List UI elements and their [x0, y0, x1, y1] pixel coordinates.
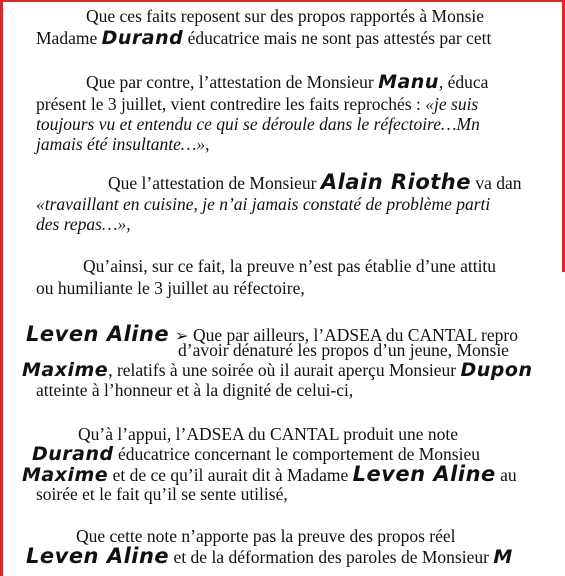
handwritten-name: Durand — [101, 27, 184, 49]
text-line: toujours vu et entendu ce qui se déroule dans le réfectoire…Mn — [36, 114, 480, 134]
handwritten-name: M — [493, 546, 513, 568]
text-line: Que par contre, l’attestation de Monsieur Manu, éduca — [86, 71, 489, 93]
handwritten-name: Leven Aline — [26, 322, 170, 346]
text-line: atteinte à l’honneur et à la dignité de celui-ci, — [36, 380, 354, 400]
text-line: ou humiliante le 3 juillet au réfectoire, — [36, 278, 305, 298]
text-line: Que l’attestation de Monsieur Alain Riothe va dan — [108, 170, 522, 194]
text-line: Leven Aline et de la déformation des paroles de Monsieur M — [26, 544, 513, 568]
text-line: Que ces faits reposent sur des propos rapportés à Monsie — [86, 6, 485, 26]
text-line: d’avoir dénaturé les propos d’un jeune, Monsie — [178, 340, 509, 360]
text-line: Maxime et de ce qu’il aurait dit à Madame Leven Aline au — [22, 462, 517, 486]
text-line: Qu’à l’appui, l’ADSEA du CANTAL produit une note — [78, 424, 458, 444]
text-line: Que cette note n’apporte pas la preuve des propos réel — [76, 526, 456, 546]
handwritten-name: Alain Riothe — [320, 170, 471, 194]
text-line: Leven Aline ➢ Que par ailleurs, l’ADSEA du CANTAL repro — [26, 322, 518, 346]
text-line: soirée et le fait qu’il se sente utilisé, — [36, 484, 288, 504]
handwritten-name: Maxime — [22, 359, 109, 381]
handwritten-name: Manu — [378, 71, 439, 93]
text-line: jamais été insultante…», — [36, 134, 210, 154]
text-line: «travaillant en cuisine, je n’ai jamais constaté de problème parti — [36, 194, 491, 214]
handwritten-name: Dupon — [460, 359, 533, 381]
handwritten-name: Leven Aline — [352, 462, 496, 486]
handwritten-name: Durand — [32, 443, 114, 465]
text-line: Qu’ainsi, sur ce fait, la preuve n’est pas établie d’une attitu — [83, 256, 497, 276]
text-line: Durand éducatrice concernant le comportement de Monsieu — [32, 443, 480, 465]
text-line: des repas…», — [36, 214, 131, 234]
handwritten-name: Leven Aline — [26, 544, 170, 568]
text-line: présent le 3 juillet, vient contredire les faits reprochés : «je suis — [36, 94, 479, 114]
handwritten-name: Maxime — [22, 464, 109, 486]
text-line: Maxime, relatifs à une soirée où il aurait aperçu Monsieur Dupon — [22, 359, 533, 381]
text-line: Madame Durand éducatrice mais ne sont pas attestés par cett — [36, 27, 492, 49]
